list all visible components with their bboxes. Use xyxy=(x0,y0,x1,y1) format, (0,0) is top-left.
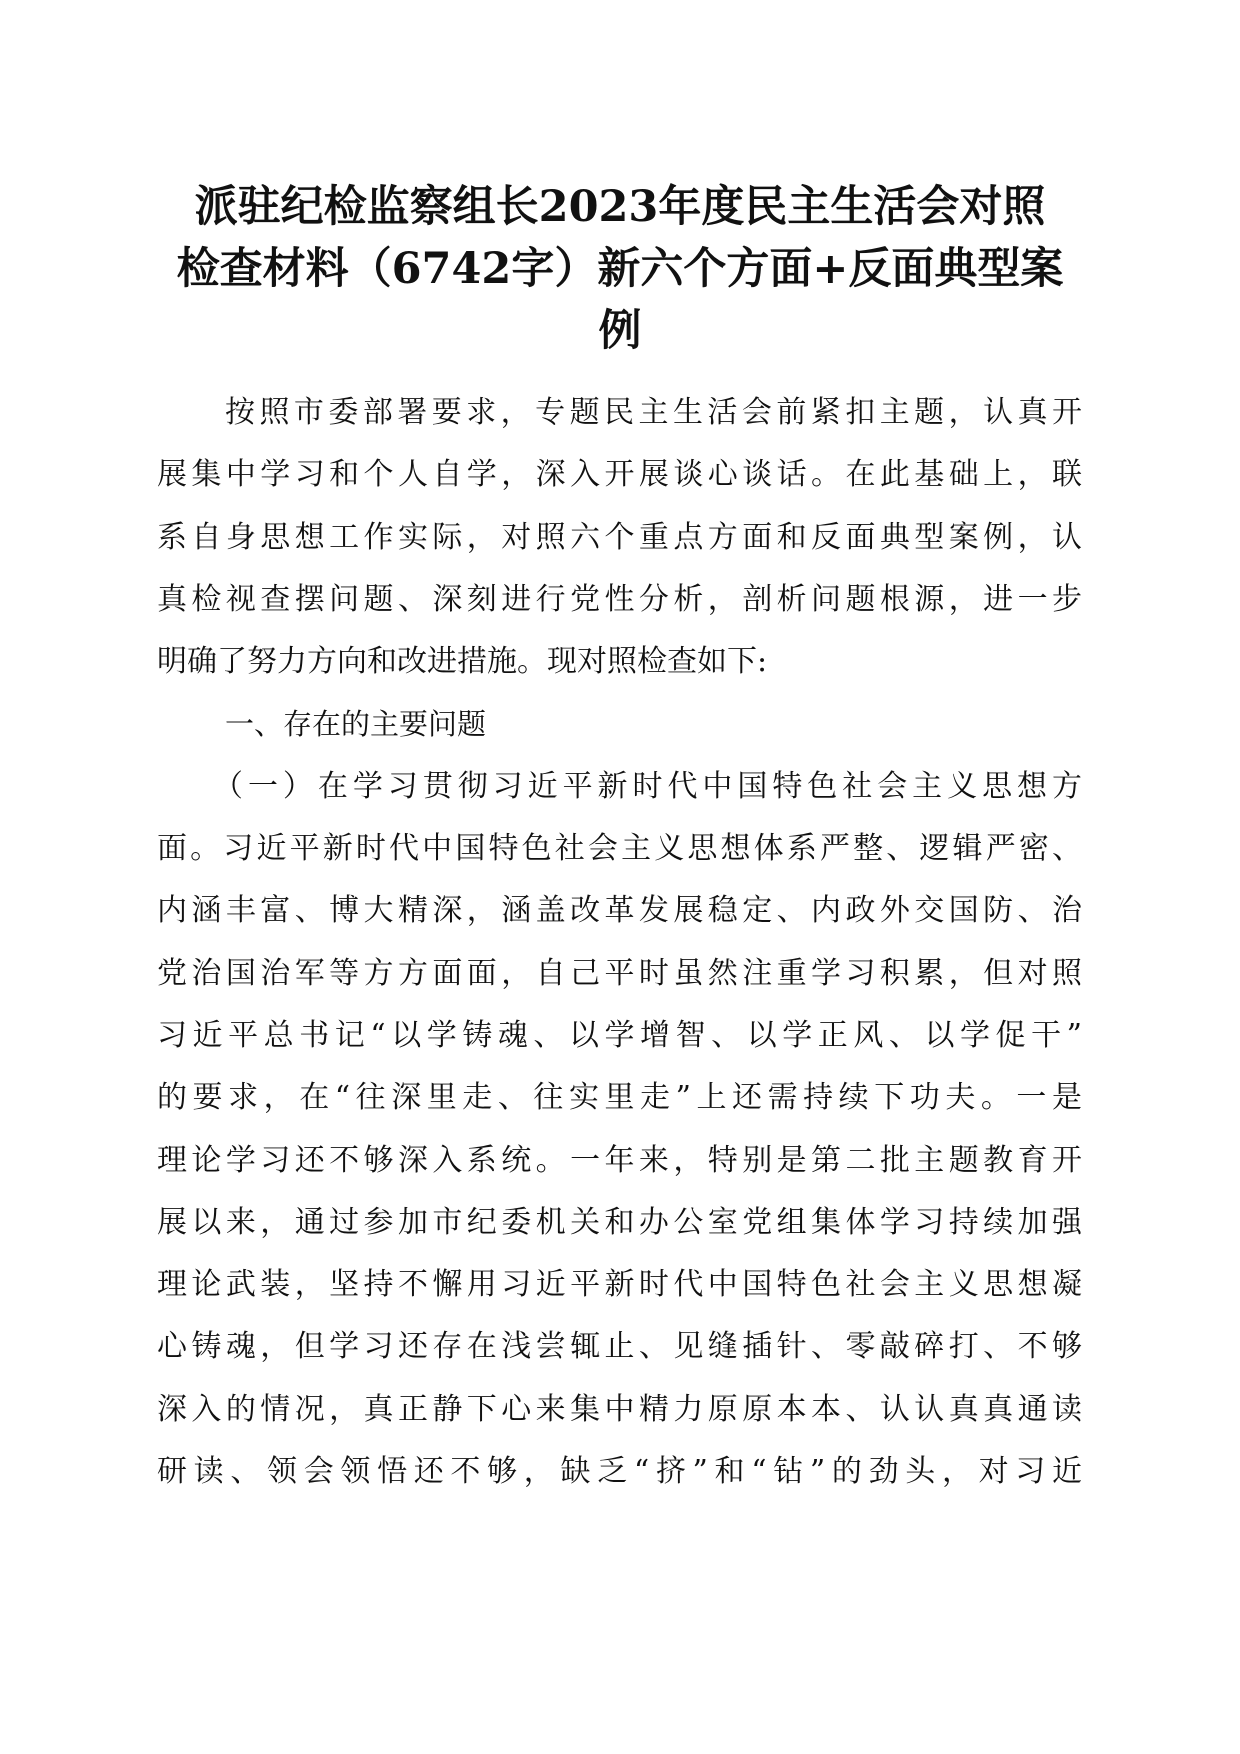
paragraph-line: 深入的情况，真正静下心来集中精力原原本本、认认真真通读 xyxy=(157,1391,1082,1427)
title-line: 派驻纪检监察组长2023年度民主生活会对照 xyxy=(194,182,1046,232)
subsection-paragraph xyxy=(157,756,1082,1504)
paragraph-line: 展集中学习和个人自学，深入开展谈心谈话。在此基础上，联 xyxy=(157,457,1082,493)
paragraph-line: 研读、领会领悟还不够，缺乏“挤”和“钻”的劲头，对习近 xyxy=(157,1454,1082,1490)
paragraph-line: 展以来，通过参加市纪委机关和办公室党组集体学习持续加强 xyxy=(157,1204,1082,1240)
title-line: 例 xyxy=(598,306,642,356)
paragraph-line: 系自身思想工作实际，对照六个重点方面和反面典型案例，认 xyxy=(157,519,1082,555)
paragraph-line: 真检视查摆问题、深刻进行党性分析，剖析问题根源，进一步 xyxy=(157,581,1082,617)
paragraph-line: 理论学习还不够深入系统。一年来，特别是第二批主题教育开 xyxy=(157,1142,1082,1178)
paragraph-line: 习近平总书记“以学铸魂、以学增智、以学正风、以学促干” xyxy=(157,1017,1082,1053)
document-body xyxy=(157,382,1082,1503)
title-line: 检查材料（6742字）新六个方面+反面典型案 xyxy=(176,244,1064,294)
section-heading: 一、存在的主要问题 xyxy=(225,707,487,742)
paragraph-line: 的要求，在“往深里走、往实里走”上还需持续下功夫。一是 xyxy=(157,1080,1082,1116)
paragraph-line: 按照市委部署要求，专题民主生活会前紧扣主题，认真开 xyxy=(225,395,1082,430)
paragraph-line: 明确了努力方向和改进措施。现对照检查如下: xyxy=(157,644,768,680)
paragraph-line: 党治国治军等方方面面，自己平时虽然注重学习积累，但对照 xyxy=(157,955,1082,991)
paragraph-line: （一）在学习贯彻习近平新时代中国特色社会主义思想方 xyxy=(213,768,1082,804)
paragraph-line: 理论武装，坚持不懈用习近平新时代中国特色社会主义思想凝 xyxy=(157,1267,1082,1303)
intro-paragraph xyxy=(157,382,1082,693)
paragraph-line: 面。习近平新时代中国特色社会主义思想体系严整、逻辑严密、 xyxy=(157,831,1082,867)
document-title xyxy=(150,176,1090,362)
paragraph-line: 心铸魂，但学习还存在浅尝辄止、见缝插针、零敲碎打、不够 xyxy=(157,1329,1082,1365)
paragraph-line: 内涵丰富、博大精深，涵盖改革发展稳定、内政外交国防、治 xyxy=(157,893,1082,929)
